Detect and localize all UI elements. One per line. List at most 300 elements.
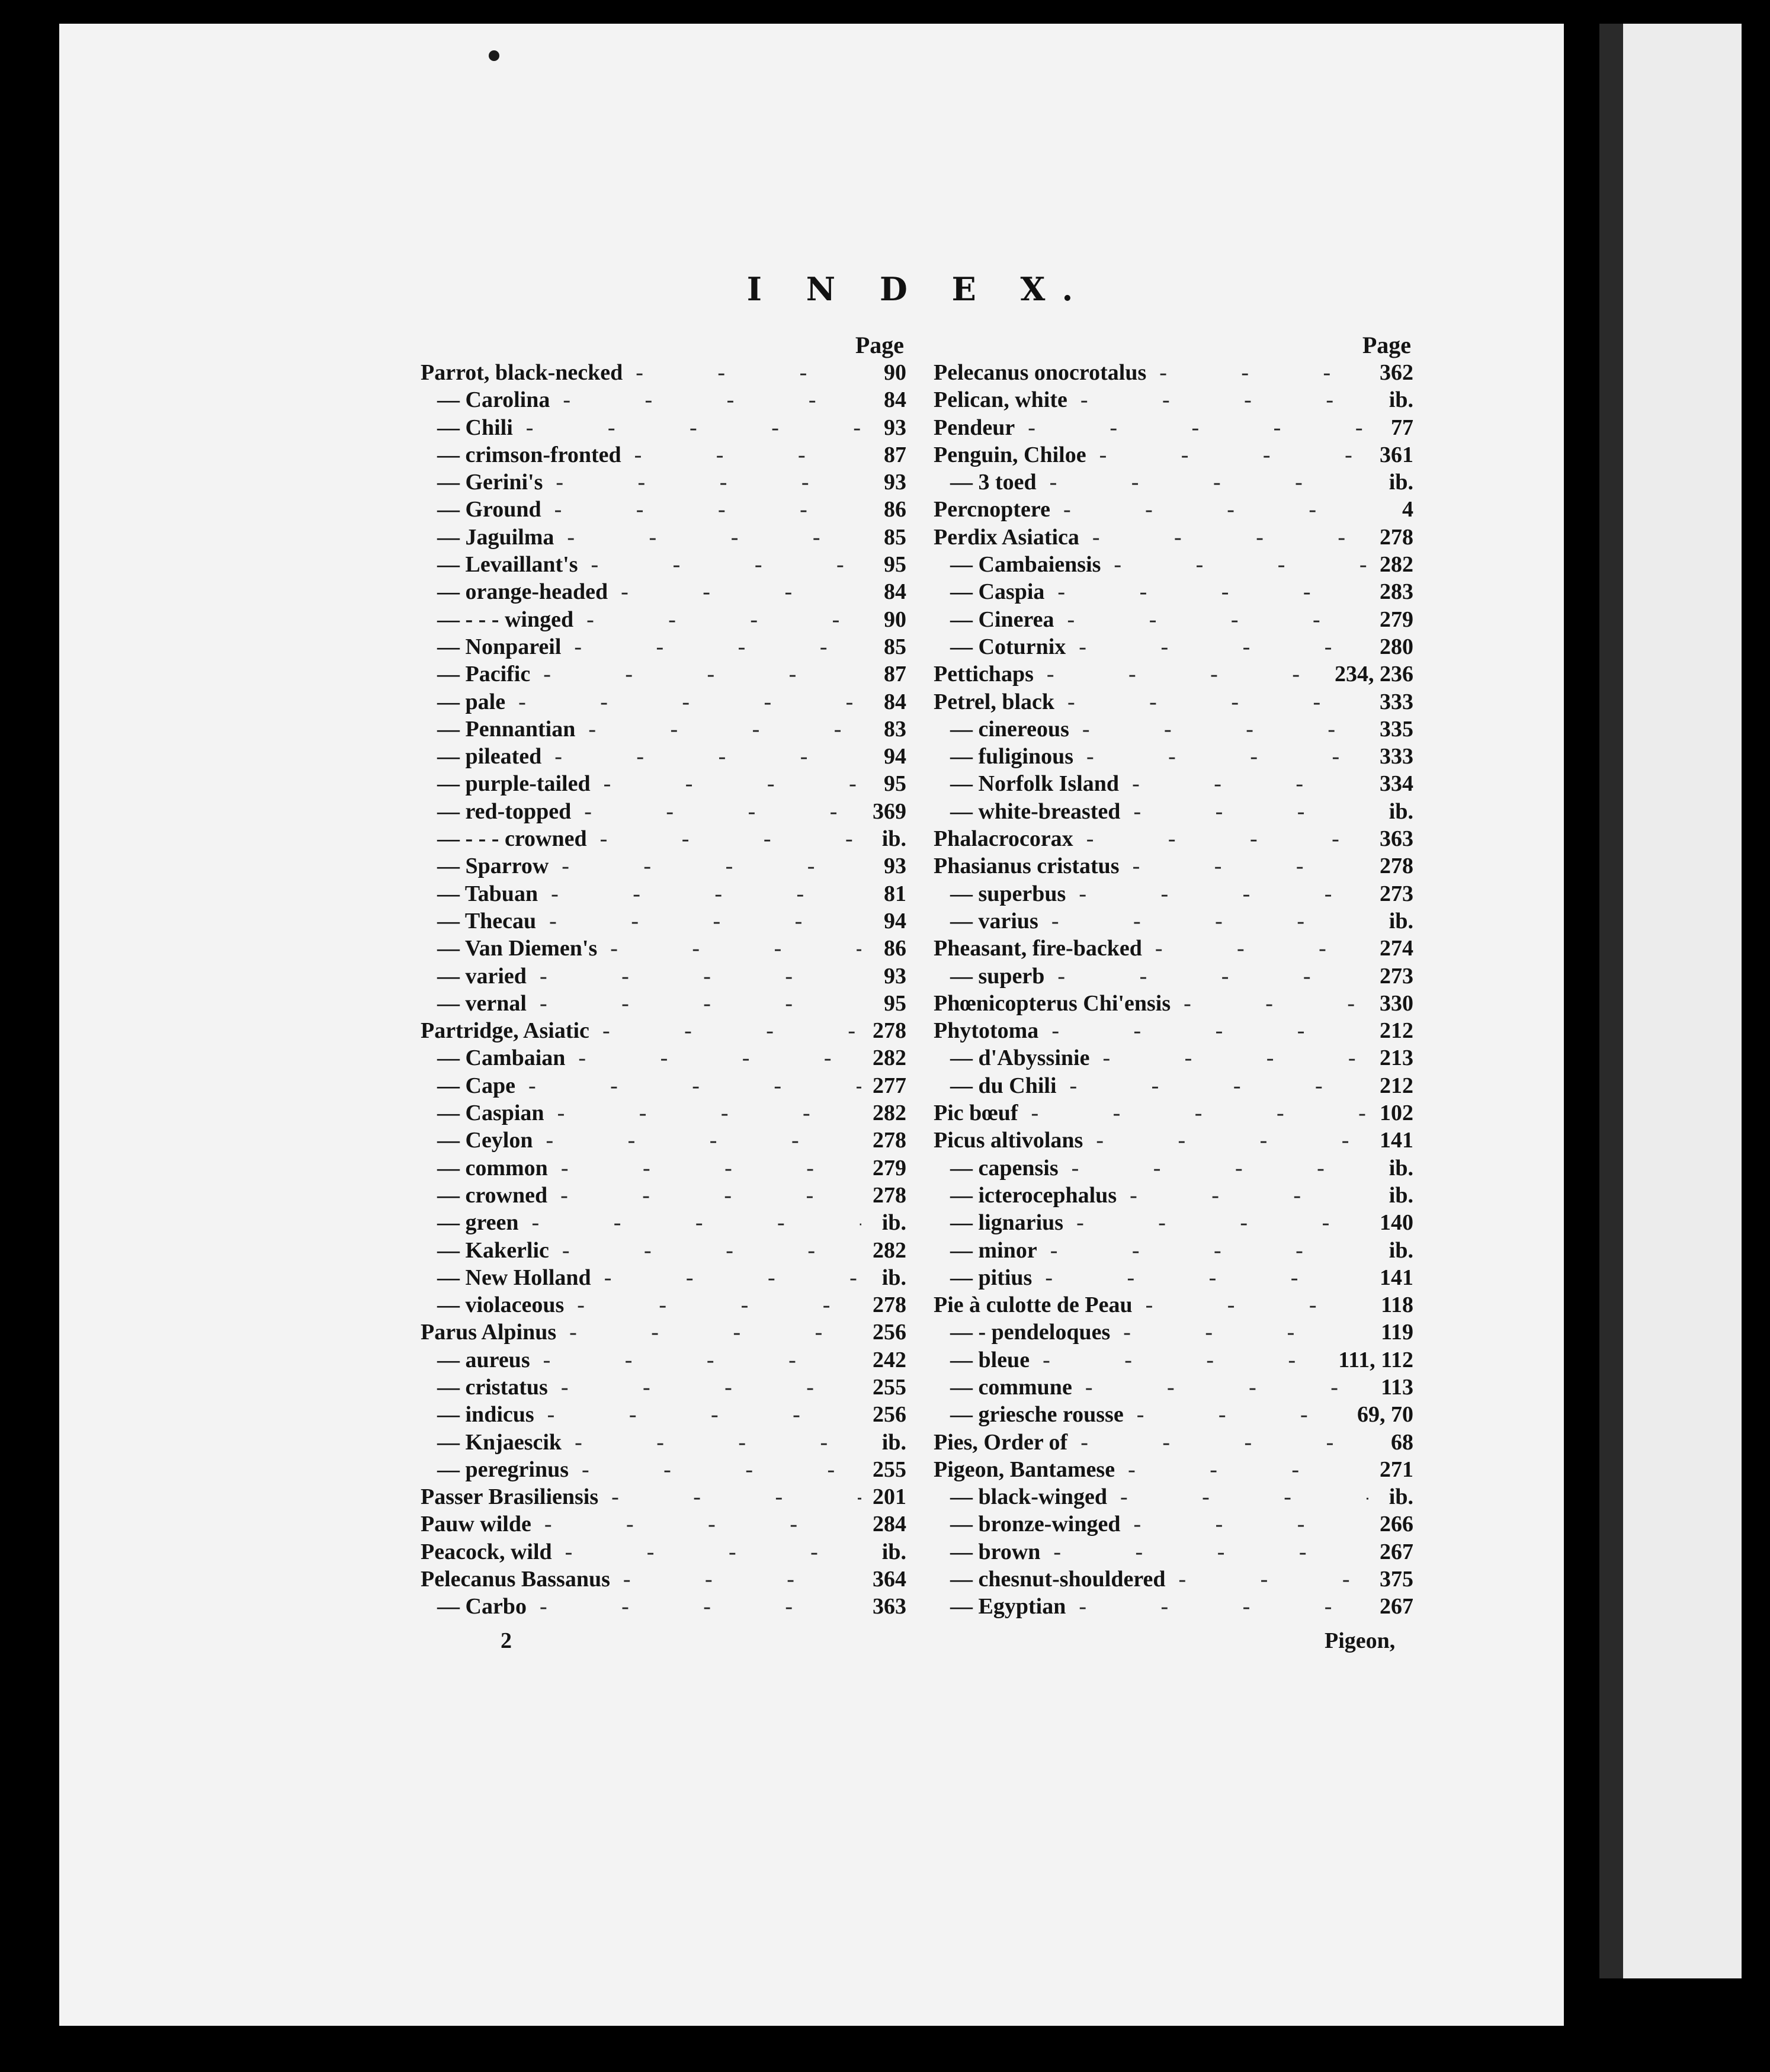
entry-page-number: 81: [884, 881, 906, 906]
dot-leader: [554, 524, 861, 551]
entry-name: — aureus: [437, 1347, 530, 1372]
entry-name: Partridge, Asiatic: [421, 1018, 589, 1044]
entry-name: Phœnicopterus Chi'ensis: [934, 990, 1171, 1016]
entry-page-number: 201: [873, 1484, 906, 1510]
entry-page-number: 119: [1381, 1320, 1413, 1345]
dot-leader: [530, 1346, 861, 1374]
dot-leader: [1044, 963, 1368, 990]
entry-page-number: 212: [1380, 1018, 1413, 1044]
index-entry: [934, 1099, 1413, 1127]
dot-leader: [1120, 798, 1368, 825]
entry-name: — fuliginous: [950, 744, 1074, 769]
dot-leader: [1073, 825, 1368, 852]
index-entry: [934, 1538, 1413, 1566]
index-entry: [421, 1374, 906, 1401]
entry-page-number: 256: [873, 1402, 906, 1428]
page-column-header: Page: [855, 332, 904, 358]
entry-list: [421, 359, 906, 1621]
index-entry: [934, 1044, 1413, 1072]
entry-page-number: 330: [1380, 990, 1413, 1016]
index-entry: [421, 469, 906, 496]
entry-page-number: 279: [873, 1155, 906, 1181]
index-entry: [421, 1566, 906, 1593]
dot-leader: [548, 1374, 861, 1401]
dot-leader: [1044, 578, 1368, 605]
entry-page-number: 84: [884, 579, 906, 605]
dot-leader: [534, 1401, 861, 1428]
index-entry: [421, 1127, 906, 1154]
entry-name: — Tabuan: [437, 881, 538, 906]
entry-page-number: ib.: [881, 1210, 906, 1236]
entry-name: — Knjaescik: [437, 1429, 562, 1455]
dot-leader: [1079, 524, 1368, 551]
entry-name: — vernal: [437, 990, 527, 1016]
entry-page-number: ib.: [1389, 1155, 1413, 1181]
entry-name: — Levaillant's: [437, 552, 578, 578]
index-entry: [421, 524, 906, 551]
index-column-left: [421, 332, 906, 1621]
entry-page-number: 362: [1380, 360, 1413, 385]
dot-leader: [1032, 1264, 1368, 1291]
dot-leader: [505, 688, 861, 716]
entry-page-number: 282: [873, 1237, 906, 1263]
index-entry: [934, 825, 1413, 852]
index-entry: [934, 1456, 1413, 1483]
catchword: Pigeon,: [1325, 1628, 1396, 1653]
entry-page-number: 213: [1380, 1045, 1413, 1071]
dot-leader: [1083, 1127, 1368, 1154]
entry-name: — - pendeloques: [950, 1320, 1111, 1345]
index-entry: [421, 1429, 906, 1456]
entry-page-number: 333: [1380, 744, 1413, 769]
entry-name: — 3 toed: [950, 470, 1037, 495]
entry-page-number: 113: [1381, 1374, 1413, 1400]
entry-name: — Caspia: [950, 579, 1045, 605]
dot-leader: [1101, 551, 1368, 578]
index-entry: [421, 551, 906, 578]
index-entry: [934, 633, 1413, 660]
dot-leader: [513, 414, 861, 441]
entry-page-number: 93: [884, 854, 906, 879]
entry-page-number: 94: [884, 908, 906, 934]
entry-page-number: 277: [873, 1073, 906, 1098]
entry-page-number: 95: [884, 552, 906, 578]
entry-page-number: 278: [873, 1018, 906, 1044]
dot-leader: [1057, 1072, 1368, 1099]
index-entry: [421, 1099, 906, 1127]
entry-name: — Coturnix: [950, 634, 1066, 659]
entry-page-number: 335: [1380, 716, 1413, 742]
entry-name: Passer Brasiliensis: [421, 1484, 599, 1510]
index-entry: [934, 1510, 1413, 1538]
dot-leader: [1067, 1429, 1368, 1456]
dot-leader: [541, 496, 861, 523]
dot-leader: [1040, 1538, 1368, 1566]
entry-name: — brown: [950, 1539, 1041, 1564]
entry-name: — Nonpareil: [437, 634, 562, 659]
index-entry: [421, 660, 906, 688]
entry-page-number: 255: [873, 1374, 906, 1400]
index-entry: [934, 1072, 1413, 1099]
entry-name: — New Holland: [437, 1265, 591, 1290]
entry-name: — common: [437, 1155, 548, 1181]
index-entry: [421, 880, 906, 907]
dot-leader: [527, 990, 861, 1017]
dot-leader: [597, 935, 861, 962]
entry-page-number: 90: [884, 360, 906, 385]
entry-page-number: ib.: [1389, 1237, 1413, 1263]
entry-name: — violaceous: [437, 1292, 565, 1318]
entry-page-number: ib.: [881, 826, 906, 852]
dot-leader: [1142, 935, 1368, 962]
dot-leader: [515, 1072, 861, 1099]
entry-name: — pileated: [437, 744, 542, 769]
dot-leader: [1072, 1374, 1368, 1401]
entry-page-number: 267: [1380, 1594, 1413, 1619]
index-entry: [934, 1127, 1413, 1154]
index-entry: [421, 1044, 906, 1072]
index-entry: [421, 633, 906, 660]
dot-leader: [548, 1154, 861, 1182]
entry-name: Pelecanus Bassanus: [421, 1567, 610, 1592]
dot-leader: [1086, 441, 1368, 469]
dot-leader: [550, 386, 861, 413]
signature-mark: 2: [501, 1628, 512, 1653]
entry-name: — Norfolk Island: [950, 771, 1120, 797]
entry-page-number: ib.: [1389, 908, 1413, 934]
entry-name: — cristatus: [437, 1374, 548, 1400]
dot-leader: [562, 1429, 861, 1456]
index-entry: [421, 1346, 906, 1374]
index-entry: [421, 1264, 906, 1291]
index-entry: [421, 907, 906, 935]
entry-name: — Kakerlic: [437, 1237, 549, 1263]
entry-page-number: 242: [873, 1347, 906, 1372]
dot-leader: [621, 441, 861, 469]
entry-page-number: 361: [1380, 442, 1413, 467]
index-entry: [934, 880, 1413, 907]
entry-page-number: 271: [1380, 1457, 1413, 1482]
dot-leader: [1171, 990, 1368, 1017]
dot-leader: [1110, 1319, 1368, 1346]
entry-name: — Thecau: [437, 908, 537, 934]
entry-page-number: 282: [873, 1045, 906, 1071]
entry-page-number: 234, 236: [1335, 662, 1413, 687]
index-entry: [421, 1456, 906, 1483]
dot-leader: [1069, 716, 1368, 743]
index-entry: [934, 798, 1413, 825]
entry-name: — Pennantian: [437, 716, 576, 742]
dot-leader: [547, 1182, 861, 1209]
entry-name: — Chili: [437, 415, 513, 440]
entry-name: — pale: [437, 689, 506, 714]
entry-name: — Cape: [437, 1073, 515, 1098]
dot-leader: [1115, 1456, 1368, 1483]
entry-name: — purple-tailed: [437, 771, 591, 797]
index-entry: [934, 660, 1413, 688]
entry-page-number: 85: [884, 524, 906, 550]
entry-page-number: ib.: [1389, 798, 1413, 824]
entry-name: Parus Alpinus: [421, 1320, 557, 1345]
dot-leader: [608, 578, 861, 605]
entry-page-number: 283: [1380, 579, 1413, 605]
entry-name: Peacock, wild: [421, 1539, 552, 1564]
entry-name: Petrel, black: [934, 689, 1055, 714]
dot-leader: [1015, 414, 1368, 441]
index-entry: [421, 963, 906, 990]
entry-name: — green: [437, 1210, 519, 1236]
entry-name: — du Chili: [950, 1073, 1057, 1098]
dot-leader: [536, 907, 861, 935]
entry-name: — minor: [950, 1237, 1037, 1263]
dot-leader: [1038, 1017, 1368, 1044]
entry-page-number: 77: [1391, 415, 1413, 440]
entry-name: Phalacrocorax: [934, 826, 1073, 852]
entry-page-number: 93: [884, 963, 906, 989]
entry-name: — Jaguilma: [437, 524, 554, 550]
index-entry: [934, 743, 1413, 770]
entry-name: — Van Diemen's: [437, 936, 598, 961]
dot-leader: [564, 1291, 861, 1319]
index-column-right: [934, 332, 1413, 1621]
entry-name: Pelecanus onocrotalus: [934, 360, 1147, 385]
entry-page-number: 85: [884, 634, 906, 659]
entry-name: — white-breasted: [950, 798, 1121, 824]
entry-name: — Cambaiensis: [950, 552, 1101, 578]
dot-leader: [533, 1127, 862, 1154]
entry-name: — Pacific: [437, 662, 531, 687]
entry-name: — griesche rousse: [950, 1402, 1124, 1428]
index-entry: [421, 1237, 906, 1264]
dot-leader: [1037, 1237, 1368, 1264]
page-column-header: Page: [1362, 332, 1411, 358]
index-entry: [934, 990, 1413, 1017]
index-entry: [934, 935, 1413, 962]
index-entry: [934, 1319, 1413, 1346]
entry-name: — Carolina: [437, 387, 550, 413]
dot-leader: [1133, 1291, 1368, 1319]
entry-page-number: ib.: [1389, 1484, 1413, 1510]
entry-page-number: 141: [1380, 1128, 1413, 1153]
entry-page-number: 95: [884, 771, 906, 797]
entry-name: — orange-headed: [437, 579, 608, 605]
entry-name: — - - - crowned: [437, 826, 587, 852]
entry-page-number: 140: [1380, 1210, 1413, 1236]
entry-page-number: 87: [884, 662, 906, 687]
dot-leader: [552, 1538, 861, 1566]
entry-name: — d'Abyssinie: [950, 1045, 1090, 1071]
dot-leader: [1066, 880, 1368, 907]
index-entry: [421, 1401, 906, 1428]
dot-leader: [1066, 1593, 1368, 1620]
dot-leader: [1018, 1099, 1369, 1127]
entry-name: — varius: [950, 908, 1038, 934]
entry-name: — - - - winged: [437, 607, 574, 632]
entry-name: — crimson-fronted: [437, 442, 621, 467]
entry-page-number: 68: [1391, 1429, 1413, 1455]
index-entry: [934, 496, 1413, 523]
index-entry: [934, 1429, 1413, 1456]
index-entry: [934, 414, 1413, 441]
entry-page-number: 364: [873, 1567, 906, 1592]
entry-name: Pic bœuf: [934, 1101, 1018, 1126]
dot-leader: [1124, 1401, 1354, 1428]
entry-name: Pelican, white: [934, 387, 1067, 413]
entry-name: Parrot, black-necked: [421, 360, 623, 385]
entry-name: — red-topped: [437, 798, 572, 824]
entry-page-number: 69, 70: [1357, 1402, 1413, 1428]
entry-page-number: 93: [884, 415, 906, 440]
entry-name: — peregrinus: [437, 1457, 569, 1482]
index-entry: [421, 743, 906, 770]
dot-leader: [1119, 770, 1368, 797]
entry-page-number: 95: [884, 990, 906, 1016]
index-entry: [421, 1593, 906, 1620]
index-entry: [934, 770, 1413, 797]
dot-leader: [531, 1510, 861, 1538]
dot-leader: [598, 1483, 861, 1510]
dot-leader: [565, 1044, 861, 1072]
dot-leader: [1089, 1044, 1368, 1072]
dot-leader: [1067, 386, 1368, 413]
index-entry: [934, 1154, 1413, 1182]
index-entry: [934, 524, 1413, 551]
entry-page-number: 273: [1380, 881, 1413, 906]
entry-page-number: 255: [873, 1457, 906, 1482]
entry-page-number: 282: [1380, 552, 1413, 578]
entry-page-number: ib.: [881, 1539, 906, 1564]
dot-leader: [575, 716, 861, 743]
dot-leader: [543, 469, 861, 496]
dot-leader: [549, 1237, 861, 1264]
index-entry: [934, 1483, 1413, 1510]
dot-leader: [527, 963, 861, 990]
index-entry: [934, 1237, 1413, 1264]
entry-page-number: 83: [884, 716, 906, 742]
entry-name: Pigeon, Bantamese: [934, 1457, 1115, 1482]
entry-page-number: 267: [1380, 1539, 1413, 1564]
index-entry: [934, 716, 1413, 743]
index-entry: [421, 578, 906, 605]
index-entry: [934, 606, 1413, 633]
entry-name: Pheasant, fire-backed: [934, 936, 1142, 961]
entry-name: Penguin, Chiloe: [934, 442, 1086, 467]
entry-name: — bleue: [950, 1347, 1030, 1372]
index-entry: [421, 414, 906, 441]
entry-page-number: 363: [873, 1594, 906, 1619]
entry-page-number: 363: [1380, 826, 1413, 852]
entry-name: Phasianus cristatus: [934, 854, 1120, 879]
entry-name: — icterocephalus: [950, 1182, 1117, 1208]
entry-name: — Caspian: [437, 1101, 544, 1126]
dot-leader: [530, 660, 861, 688]
index-entry: [421, 990, 906, 1017]
index-entry: [421, 716, 906, 743]
entry-name: — Carbo: [437, 1594, 527, 1619]
entry-page-number: 278: [1380, 854, 1413, 879]
dot-leader: [610, 1566, 861, 1593]
entry-page-number: 278: [1380, 524, 1413, 550]
entry-page-number: 94: [884, 744, 906, 769]
index-entry: [934, 1374, 1413, 1401]
entry-name: — Sparrow: [437, 854, 549, 879]
entry-page-number: 375: [1380, 1567, 1413, 1592]
dot-leader: [538, 880, 861, 907]
dot-leader: [573, 606, 861, 633]
index-entry: [421, 1072, 906, 1099]
dot-leader: [549, 852, 861, 880]
entry-name: — capensis: [950, 1155, 1059, 1181]
index-entry: [421, 359, 906, 386]
dot-leader: [571, 798, 861, 825]
entry-name: — Egyptian: [950, 1594, 1066, 1619]
entry-page-number: 282: [873, 1101, 906, 1126]
entry-page-number: 284: [873, 1512, 906, 1537]
entry-name: Pendeur: [934, 415, 1015, 440]
entry-name: Perdix Asiatica: [934, 524, 1079, 550]
index-entry: [421, 606, 906, 633]
entry-page-number: 273: [1380, 963, 1413, 989]
entry-page-number: ib.: [881, 1265, 906, 1290]
dot-leader: [587, 825, 861, 852]
index-entry: [934, 1346, 1413, 1374]
index-entry: [421, 798, 906, 825]
dot-leader: [1034, 660, 1331, 688]
index-entry: [934, 578, 1413, 605]
index-entry: [934, 963, 1413, 990]
index-entry: [421, 935, 906, 962]
index-entry: [421, 1538, 906, 1566]
index-entry: [934, 469, 1413, 496]
entry-page-number: 369: [873, 798, 906, 824]
index-entry: [421, 1209, 906, 1236]
entry-page-number: 87: [884, 442, 906, 467]
dot-leader: [1054, 688, 1368, 716]
dot-leader: [589, 1017, 861, 1044]
dot-leader: [1117, 1182, 1368, 1209]
entry-name: — lignarius: [950, 1210, 1064, 1236]
dot-leader: [1054, 606, 1368, 633]
dot-leader: [569, 1456, 861, 1483]
index-entry: [934, 852, 1413, 880]
index-entry: [934, 1182, 1413, 1209]
entry-page-number: ib.: [1389, 470, 1413, 495]
entry-name: Picus altivolans: [934, 1128, 1083, 1153]
index-entry: [421, 386, 906, 413]
dot-leader: [519, 1209, 861, 1236]
dot-leader: [623, 359, 861, 386]
dot-leader: [556, 1319, 861, 1346]
entry-name: — superb: [950, 963, 1045, 989]
index-entry: [934, 1401, 1413, 1428]
index-entry: [934, 386, 1413, 413]
entry-name: Percnoptere: [934, 497, 1050, 522]
entry-page-number: ib.: [1389, 387, 1413, 413]
entry-page-number: 118: [1381, 1292, 1413, 1318]
entry-page-number: 266: [1380, 1512, 1413, 1537]
index-entry: [421, 1017, 906, 1044]
index-entry: [934, 551, 1413, 578]
dot-leader: [1066, 633, 1368, 660]
dot-leader: [1037, 469, 1368, 496]
index-entry: [421, 770, 906, 797]
entry-name: Pettichaps: [934, 662, 1034, 687]
index-entry: [934, 359, 1413, 386]
entry-page-number: 279: [1380, 607, 1413, 632]
dot-leader: [1107, 1483, 1368, 1510]
index-entry: [421, 1319, 906, 1346]
entry-page-number: 102: [1380, 1101, 1413, 1126]
